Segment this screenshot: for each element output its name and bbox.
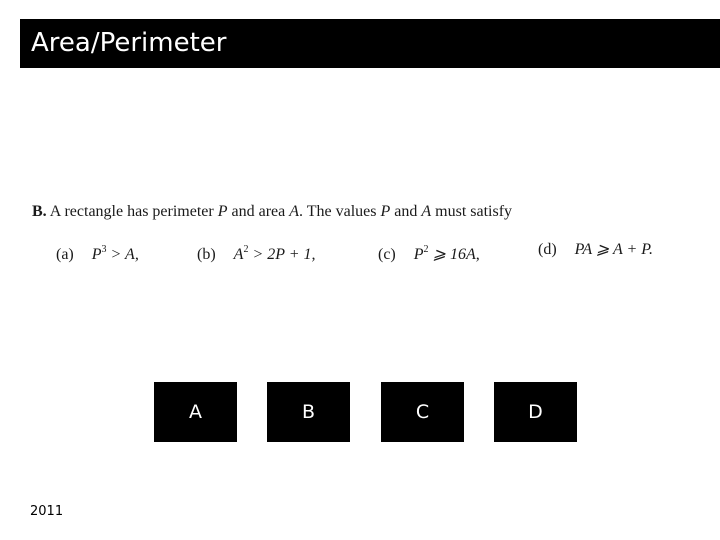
answer-d-button[interactable]: D <box>494 382 577 442</box>
option-a <box>56 238 139 267</box>
option-b-label: (b) <box>197 246 216 263</box>
option-a-exp: 3 <box>101 244 107 255</box>
statement-text-4: and <box>394 203 418 220</box>
problem-label: B. <box>32 203 47 220</box>
problem-statement <box>32 200 712 224</box>
option-d-expr: PA ⩾ A + P. <box>574 241 653 258</box>
statement-text-2: and area <box>231 203 286 220</box>
statement-text-3: . The values <box>299 203 377 220</box>
option-b-rest: > 2P + 1, <box>248 246 316 263</box>
statement-var-3: P <box>380 203 391 220</box>
slide-title: Area/Perimeter <box>20 19 720 68</box>
statement-var-4: A <box>421 203 432 220</box>
answer-c-button[interactable]: C <box>381 382 464 442</box>
option-c-exp: 2 <box>423 244 429 255</box>
option-d <box>538 238 653 262</box>
statement-text-5: must satisfy <box>435 203 513 220</box>
option-b <box>197 238 316 267</box>
option-b-base: A <box>233 246 244 263</box>
statement-text-1: A rectangle has perimeter <box>49 203 214 220</box>
answer-b-button[interactable]: B <box>267 382 350 442</box>
problem-block <box>32 200 712 266</box>
slide-footer-year: 2011 <box>30 504 64 519</box>
option-b-exp: 2 <box>243 244 249 255</box>
option-c <box>378 238 480 267</box>
options-row <box>32 238 712 266</box>
option-a-base: P <box>91 246 102 263</box>
answer-a-button[interactable]: A <box>154 382 237 442</box>
statement-var-2: A <box>289 203 300 220</box>
statement-var-1: P <box>217 203 228 220</box>
option-c-base: P <box>413 246 424 263</box>
option-c-rest: ⩾ 16A, <box>428 246 480 263</box>
option-a-rest: > A, <box>106 246 139 263</box>
option-c-label: (c) <box>378 246 396 263</box>
option-a-label: (a) <box>56 246 74 263</box>
option-d-label: (d) <box>538 241 557 258</box>
answer-buttons <box>0 382 720 442</box>
